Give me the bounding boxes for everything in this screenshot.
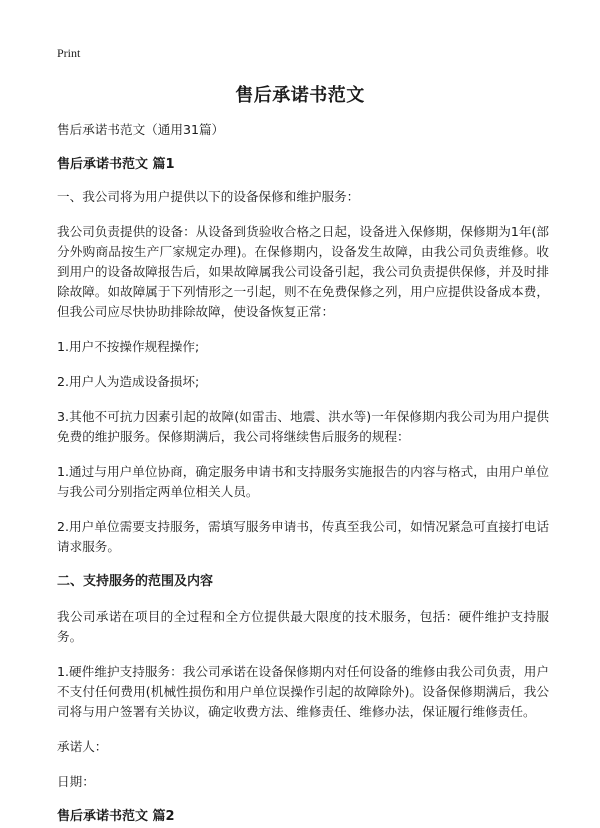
document-body [57,120,549,827]
page-title: 售后承诺书范文 [235,85,365,106]
subtitle: 售后承诺书范文（通用31篇） [57,122,225,137]
procedure-item-2: 2.用户单位需要支持服务，需填写服务申请书，传真至我公司，如情况紧急可直接打电话请求服务。 [57,519,549,554]
article-heading-1: 售后承诺书范文 篇1 [57,157,175,172]
signer-label: 承诺人： [57,739,108,754]
section-heading-2: 二、支持服务的范围及内容 [57,574,214,589]
article-heading-2: 售后承诺书范文 篇2 [57,809,175,824]
print-link[interactable]: Print [57,46,81,60]
date-label: 日期： [57,774,95,789]
section-2-paragraph: 我公司承诺在项目的全过程和全方位提供最大限度的技术服务，包括：硬件维护支持服务。 [57,609,549,644]
hardware-support-paragraph: 1.硬件维护支持服务：我公司承诺在设备保修期内对任何设备的维修由我公司负责，用户不支付任何费用(机械性损伤和用户单位误操作引起的故障除外)。设备保修期满后，我公司将与用户签署有关协议，确定收费方法、维修责任、维修办法，保证履行维修责任。 [57,664,549,719]
procedure-item-1: 1.通过与用户单位协商，确定服务申请书和支持服务实施报告的内容与格式，由用户单位与我公司分别指定两单位相关人员。 [57,464,549,499]
list-item-1: 1.用户不按操作规程操作; [57,339,200,354]
intro-paragraph: 一、我公司将为用户提供以下的设备保修和维护服务： [57,189,360,204]
warranty-paragraph: 我公司负责提供的设备：从设备到货验收合格之日起，设备进入保修期，保修期为1年(部分外购商品按生产厂家规定办理)。在保修期内，设备发生故障，由我公司负责维修。收到用户的设备故障报告后，如果故障属我公司设备引起，我公司负责提供保修，并及时排除故障。如故障属于下列情形之一引起，则不在免费保修之列，用户应提供设备成本费，但我公司应尽快协助排除故障，使设备恢复正常： [57,224,549,319]
list-item-3: 3.其他不可抗力因素引起的故障(如雷击、地震、洪水等)一年保修期内我公司为用户提供免费的维护服务。保修期满后，我公司将继续售后服务的规程： [57,409,549,444]
list-item-2: 2.用户人为造成设备损坏; [57,374,200,389]
